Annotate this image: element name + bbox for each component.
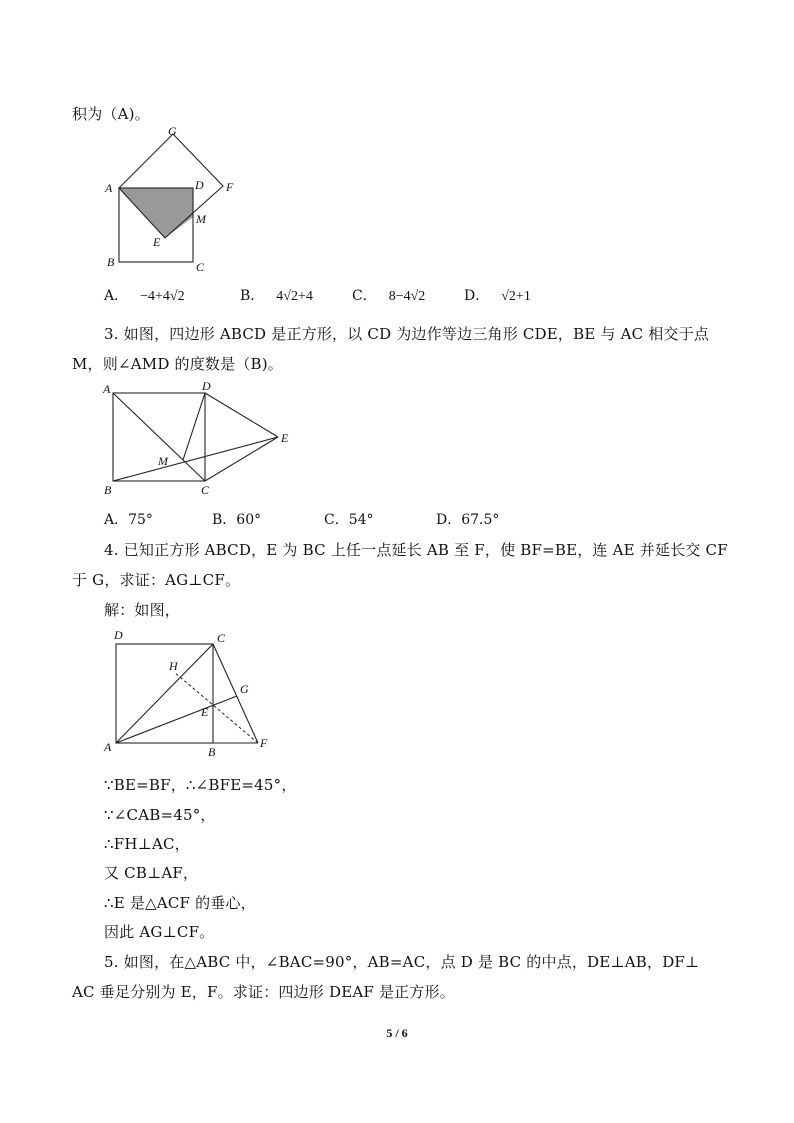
label-A: A: [103, 382, 111, 396]
label-A: A: [105, 181, 113, 195]
label-C: C: [201, 483, 210, 497]
label-C: C: [196, 260, 205, 274]
label-M: M: [196, 212, 206, 226]
label-A: A: [104, 740, 112, 754]
label-E: E: [201, 705, 209, 719]
label-D: D: [195, 178, 204, 192]
solution-heading: 解：如图，: [104, 601, 181, 619]
label-B: B: [107, 255, 115, 269]
proof-step-5: ∴E 是△ACF 的垂心，: [104, 894, 256, 912]
label-B: B: [104, 483, 112, 497]
page-number: 5 / 6: [386, 1026, 408, 1040]
label-F: F: [226, 180, 234, 194]
figure-squares-shaded: [95, 120, 255, 280]
label-E: E: [281, 431, 289, 445]
option-b: B．60°: [212, 512, 262, 528]
label-D: D: [202, 379, 211, 393]
label-H: H: [169, 659, 178, 673]
label-C: C: [217, 631, 226, 645]
option-b: B． 4√2+4: [240, 288, 313, 304]
proof-step-4: 又 CB⊥AF，: [104, 864, 199, 882]
label-G: G: [240, 682, 249, 696]
option-a: A． −4+4√2: [104, 288, 185, 304]
text-line: 积为（A)。: [72, 105, 150, 123]
question-4-line1: 4. 已知正方形 ABCD，E 为 BC 上任一点延长 AB 至 F，使 BF=BE，连 AE 并延长交 CF: [104, 541, 728, 559]
figure-orthocenter: [95, 625, 285, 760]
label-D: D: [114, 628, 123, 642]
proof-step-6: 因此 AG⊥CF。: [104, 923, 215, 941]
proof-step-2: ∵∠CAB=45°，: [104, 806, 216, 824]
option-a: A．75°: [104, 512, 153, 528]
option-c: C．54°: [324, 512, 374, 528]
label-B: B: [208, 745, 216, 759]
question-5-line2: AC 垂足分别为 E，F。求证：四边形 DEAF 是正方形。: [72, 983, 455, 1001]
option-d: D． √2+1: [464, 288, 531, 304]
label-M: M: [158, 454, 168, 468]
label-G: G: [168, 124, 177, 138]
label-E: E: [153, 235, 161, 249]
question-3-line1: 3. 如图，四边形 ABCD 是正方形，以 CD 为边作等边三角形 CDE，BE 与 AC 相交于点: [104, 325, 710, 343]
proof-step-3: ∴FH⊥AC，: [104, 835, 190, 853]
option-c: C． 8−4√2: [352, 288, 426, 304]
question-5-line1: 5. 如图，在△ABC 中，∠BAC=90°，AB=AC，点 D 是 BC 的中点，DE⊥AB，DF⊥: [104, 953, 700, 971]
figure-square-triangle: [95, 375, 305, 500]
option-d: D．67.5°: [436, 512, 500, 528]
question-4-line2: 于 G，求证：AG⊥CF。: [72, 571, 241, 589]
proof-step-1: ∵BE=BF，∴∠BFE=45°，: [104, 776, 297, 794]
label-F: F: [260, 736, 268, 750]
question-3-line2: M，则∠AMD 的度数是（B)。: [72, 355, 283, 373]
